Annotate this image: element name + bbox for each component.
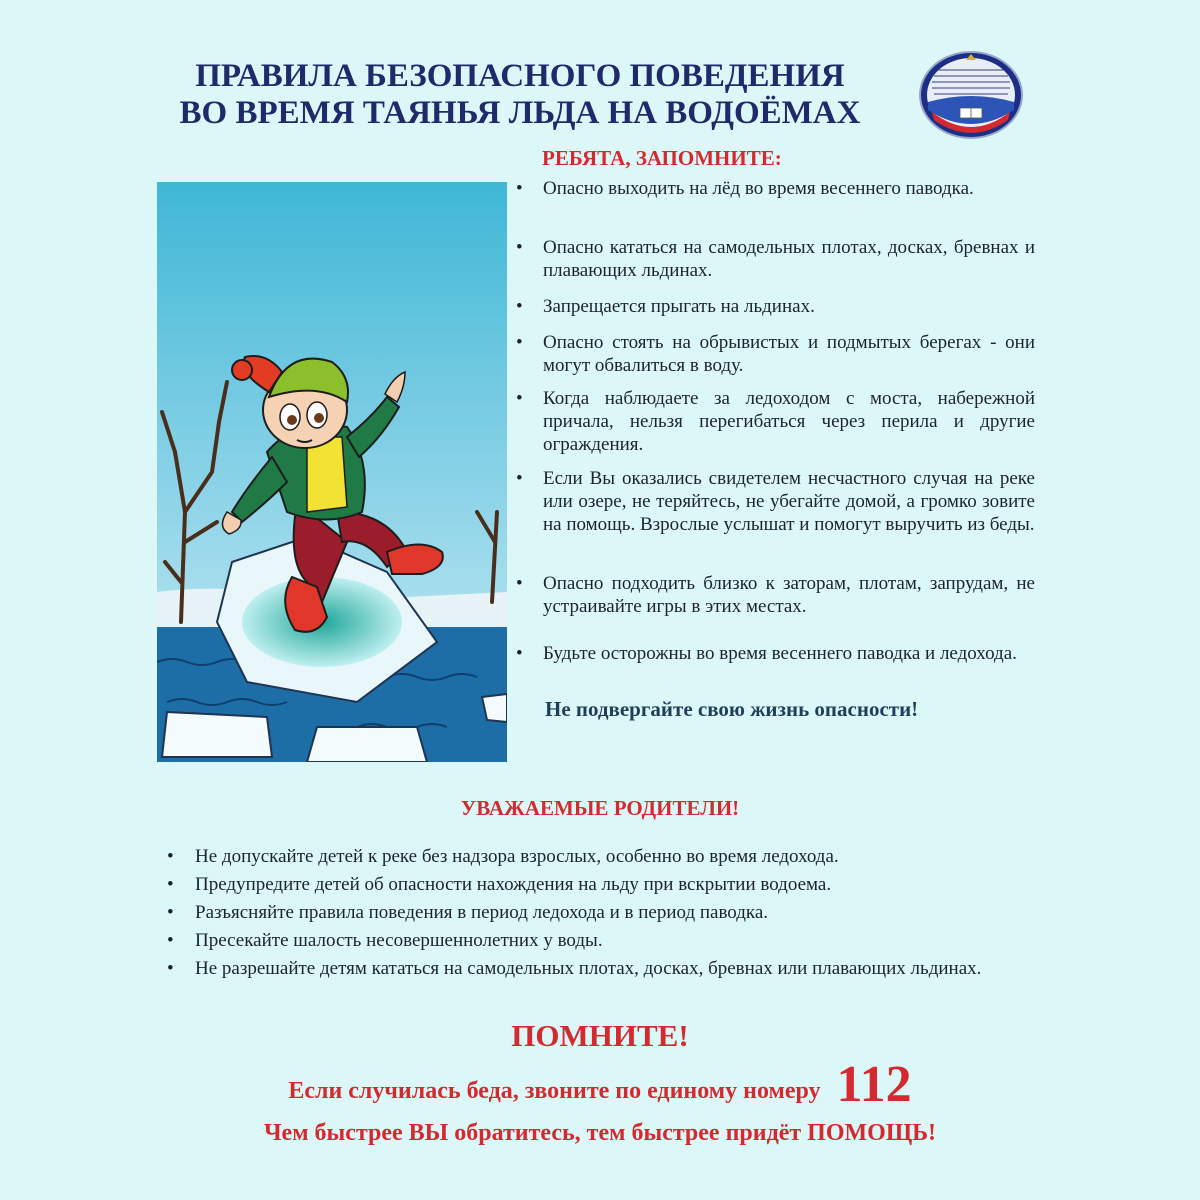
title-line-1: ПРАВИЛА БЕЗОПАСНОГО ПОВЕДЕНИЯ — [195, 58, 845, 94]
list-item: • Опасно выходить на лёд во время весеннего паводка. — [514, 177, 1035, 200]
list-item: • Пресекайте шалость несовершеннолетних у воды. — [165, 927, 1035, 955]
list-item: • Будьте осторожны во время весеннего паводка и ледохода. — [514, 642, 1035, 665]
list-item: • Опасно подходить близко к заторам, плотам, запрудам, не устраивайте игры в этих местах. — [514, 572, 1035, 618]
list-item: • Разъясняйте правила поведения в период ледохода и в период паводка. — [165, 899, 1035, 927]
remember-heading: ПОМНИТЕ! — [511, 1018, 689, 1053]
title-line-2: ВО ВРЕМЯ ТАЯНЬЯ ЛЬДА НА ВОДОЁМАХ — [179, 95, 861, 131]
emergency-number: 112 — [836, 1056, 912, 1113]
kids-heading: РЕБЯТА, ЗАПОМНИТЕ: — [542, 146, 782, 170]
faster-help-text: Чем быстрее ВЫ обратитесь, тем быстрее придёт ПОМОЩЬ! — [263, 1120, 937, 1146]
parents-heading: УВАЖАЕМЫЕ РОДИТЕЛИ! — [460, 796, 740, 820]
kids-warning: Не подвергайте свою жизнь опасности! — [545, 697, 919, 721]
list-item: • Запрещается прыгать на льдинах. — [514, 295, 1035, 318]
list-item: • Опасно стоять на обрывистых и подмытых берегах - они могут обвалиться в воду. — [514, 331, 1035, 377]
list-item: • Не разрешайте детям кататься на самодельных плотах, досках, бревнах или плавающих льдинах. — [165, 955, 1035, 982]
child-on-ice-floe-illustration — [157, 182, 507, 762]
page-title — [120, 58, 920, 132]
civil-defense-emblem-icon — [918, 50, 1024, 140]
list-item: • Опасно кататься на самодельных плотах, досках, бревнах и плавающих льдинах. — [514, 236, 1035, 282]
emergency-call-line — [0, 1055, 1200, 1121]
list-item: • Если Вы оказались свидетелем несчастного случая на реке или озере, не теряйтесь, не убегайте домой, а громко зовите на помощь. Взрослые услышат и помогут выручить из беды. — [514, 467, 1035, 536]
list-item: • Когда наблюдаете за ледоходом с моста, набережной причала, нельзя перегибаться через перила и другие ограждения. — [514, 387, 1035, 456]
list-item: • Не допускайте детей к реке без надзора взрослых, особенно во время ледохода. — [165, 843, 1035, 871]
emergency-call-text: Если случилась беда, звоните по единому номеру — [288, 1078, 821, 1104]
list-item: • Предупредите детей об опасности нахождения на льду при вскрытии водоема. — [165, 871, 1035, 899]
parents-rules-list — [165, 843, 1035, 982]
